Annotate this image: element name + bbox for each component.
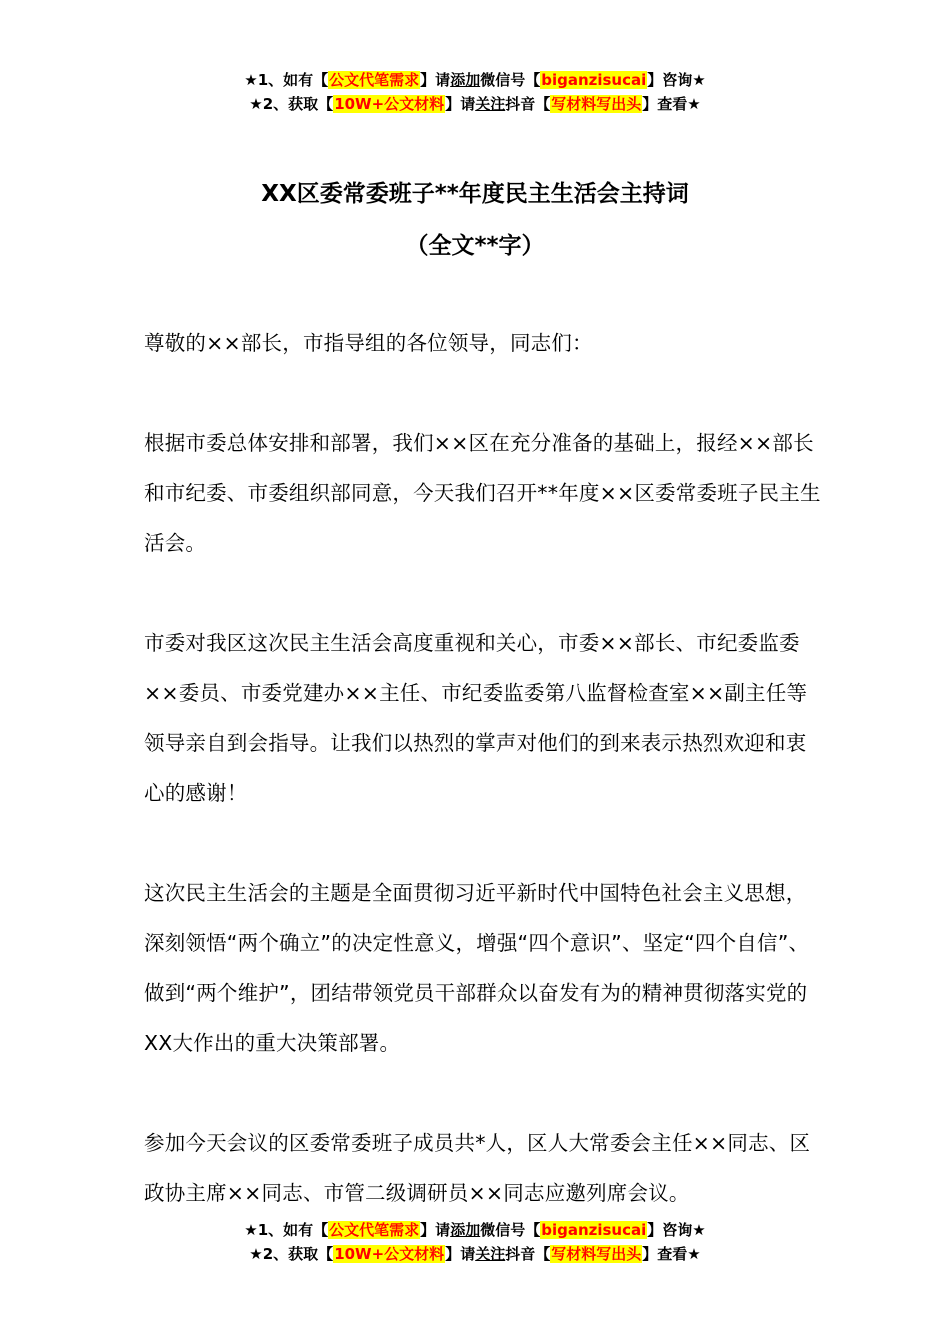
banner-line-2	[0, 1242, 950, 1266]
banner-text: 】查看★	[642, 95, 701, 113]
banner-text: 】请	[445, 95, 476, 113]
banner-text: ★1、如有【	[244, 71, 329, 89]
banner-underlined: 添加	[450, 71, 481, 89]
banner-text: 】咨询★	[647, 1221, 706, 1239]
paragraph-salutation: 尊敬的××部长，市指导组的各位领导，同志们：	[144, 331, 593, 355]
banner-text: 】请	[420, 1221, 451, 1239]
banner-line-1	[0, 1218, 950, 1242]
footer-banner	[0, 1218, 950, 1266]
banner-highlight: 10W+公文材料	[334, 1245, 445, 1263]
banner-text: 抖音【	[505, 95, 551, 113]
banner-text: 微信号【	[480, 71, 541, 89]
banner-text: ★2、获取【	[249, 1245, 334, 1263]
banner-highlight: 写材料写出头	[551, 95, 642, 113]
document-subtitle: （全文**字）	[405, 233, 545, 259]
paragraph: 参加今天会议的区委常委班子成员共*人，区人大常委会主任××同志、区政协主席××同志、市管二级调研员××同志应邀列席会议。	[144, 1131, 811, 1205]
banner-highlight: 10W+公文材料	[334, 95, 445, 113]
banner-text: ★1、如有【	[244, 1221, 329, 1239]
paragraph: 根据市委总体安排和部署，我们××区在充分准备的基础上，报经××部长和市纪委、市委组织部同意，今天我们召开**年度××区委常委班子民主生活会。	[144, 431, 821, 555]
banner-text: 】请	[445, 1245, 476, 1263]
paragraph: 这次民主生活会的主题是全面贯彻习近平新时代中国特色社会主义思想，深刻领悟“两个确立”的决定性意义，增强“四个意识”、坚定“四个自信”、做到“两个维护”，团结带领党员干部群众以奋发有为的精神贯彻落实党的XX大作出的重大决策部署。	[144, 881, 810, 1055]
banner-underlined: 关注	[475, 95, 506, 113]
banner-highlight: 写材料写出头	[551, 1245, 642, 1263]
banner-text: ★2、获取【	[249, 95, 334, 113]
banner-underlined: 添加	[450, 1221, 481, 1239]
paragraph: 市委对我区这次民主生活会高度重视和关心，市委××部长、市纪委监委××委员、市委党建办××主任、市纪委监委第八监督检查室××副主任等领导亲自到会指导。让我们以热烈的掌声对他们的到来表示热烈欢迎和衷心的感谢！	[144, 631, 808, 805]
banner-highlight: biganzisucai	[541, 71, 647, 89]
header-banner	[0, 68, 950, 116]
banner-highlight: 公文代笔需求	[329, 71, 420, 89]
banner-line-1	[0, 68, 950, 92]
document-title: XX区委常委班子**年度民主生活会主持词	[261, 181, 689, 207]
banner-text: 】咨询★	[647, 71, 706, 89]
banner-text: 】查看★	[642, 1245, 701, 1263]
banner-text: 微信号【	[480, 1221, 541, 1239]
banner-highlight: biganzisucai	[541, 1221, 647, 1239]
banner-underlined: 关注	[475, 1245, 506, 1263]
banner-text: 抖音【	[505, 1245, 551, 1263]
banner-text: 】请	[420, 71, 451, 89]
banner-highlight: 公文代笔需求	[329, 1221, 420, 1239]
banner-line-2	[0, 92, 950, 116]
